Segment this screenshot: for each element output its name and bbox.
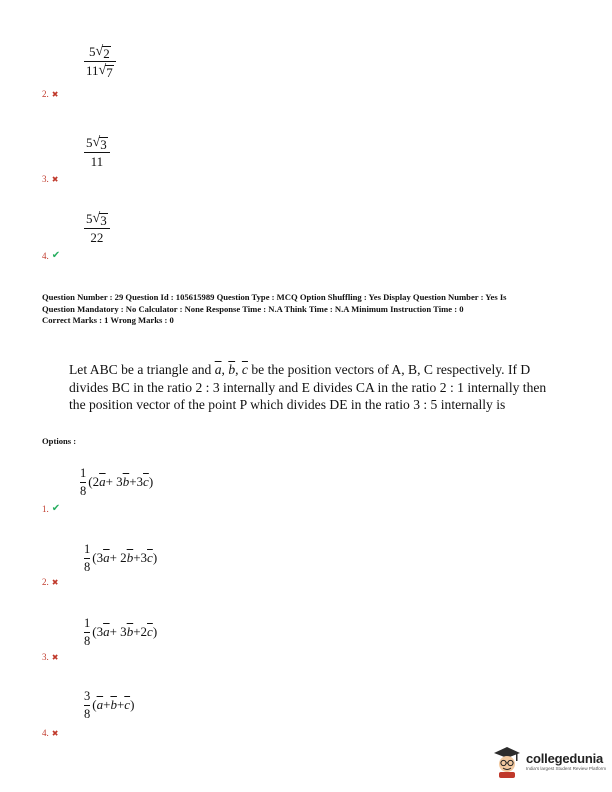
option-3-expression: 1 8 (3 $\overline{a}$ + 3 $\overline{b}$ +2 $\overline{c}$ ): [84, 616, 158, 648]
prev-option-3-number: 3. ✖: [42, 174, 59, 184]
option-4-expression: 3 8 ( $\overline{a}$ + $\overline{b}$ + $\overline{c}$ ): [84, 689, 135, 721]
logo-brand: collegedunia: [526, 751, 604, 766]
graduate-mascot-icon: [492, 744, 522, 778]
wrong-mark-icon: ✖: [51, 174, 59, 184]
option-2-number: 2. ✖: [42, 577, 59, 587]
meta-line-3: Correct Marks : 1 Wrong Marks : 0: [42, 315, 174, 325]
correct-check-icon: ✔: [51, 503, 61, 514]
wrong-mark-icon: ✖: [51, 89, 59, 99]
option-3-number: 3. ✖: [42, 652, 59, 662]
wrong-mark-icon: ✖: [51, 652, 59, 662]
prev-option-3-expression: 5 √ 3 11: [84, 136, 110, 168]
vector-b: $\overline{b}$: [228, 362, 236, 377]
correct-check-icon: ✔: [51, 250, 61, 261]
meta-line-2: Question Mandatory : No Calculator : None Response Time : N.A Think Time : N.A Minimum Instruction Time : 0: [42, 303, 464, 314]
question-text: Let ABC be a triangle and $\overline{a}$, $\overline{b}$, $\overline{c}$ be the position vectors of A, B, C respectively. If D divides BC in the ratio 2 : 3 internally and E divides CA in the ratio 2 : 1 internally then the position vector of the point P which divides DE in the ratio 3 : 5 internally is: [69, 362, 547, 412]
option-4-number: 4. ✖: [42, 728, 59, 738]
vector-c: $\overline{c}$: [241, 362, 248, 377]
prev-option-4-number: 4. ✔: [42, 250, 61, 261]
wrong-mark-icon: ✖: [51, 728, 59, 738]
prev-option-2-number: 2. ✖: [42, 89, 59, 99]
option-2-expression: 1 8 (3 $\overline{a}$ + 2 $\overline{b}$ +3 $\overline{c}$ ): [84, 542, 158, 574]
wrong-mark-icon: ✖: [51, 577, 59, 587]
meta-line-1: Question Number : 29 Question Id : 105615989 Question Type : MCQ Option Shuffling : Yes Display Question Number : Yes Is: [42, 292, 507, 302]
logo-tagline: India's largest Student Review Platform: [526, 766, 607, 771]
prev-option-4-expression: 5 √ 3 22: [84, 212, 110, 244]
option-1-expression: 1 8 (2 $\overline{a}$ + 3 $\overline{b}$ +3 $\overline{c}$ ): [80, 466, 154, 498]
options-label: Options :: [42, 436, 77, 446]
collegedunia-logo: [492, 744, 606, 778]
question-meta: [42, 292, 582, 327]
prev-option-1-expression: 5 √ 2 11 √ 7: [84, 45, 116, 79]
option-1-number: 1. ✔: [42, 503, 61, 514]
vector-a: $\overline{a}$: [214, 362, 222, 377]
